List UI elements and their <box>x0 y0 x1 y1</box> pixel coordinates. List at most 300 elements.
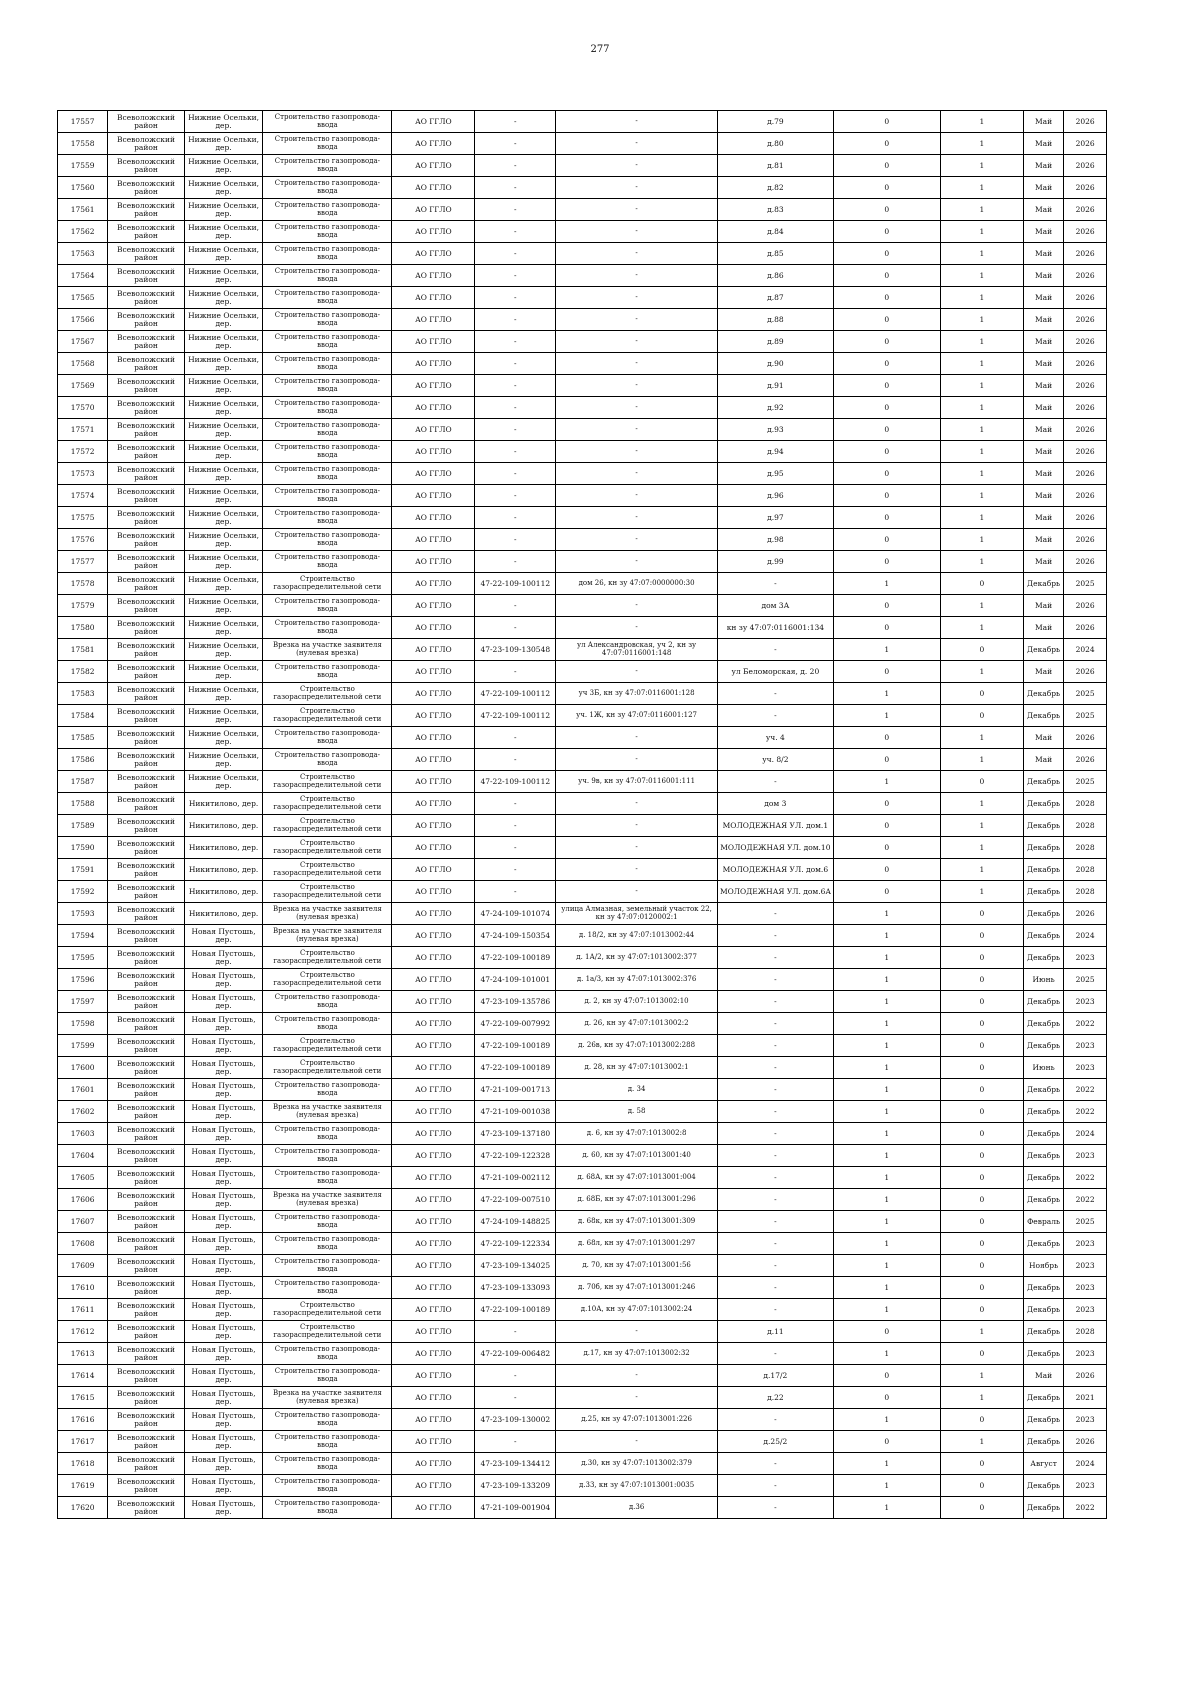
application-number-cell: - <box>475 881 556 903</box>
month-cell: Май <box>1023 375 1063 397</box>
count-b-cell: 0 <box>940 1255 1023 1277</box>
count-a-cell: 1 <box>833 705 940 727</box>
count-a-cell: 0 <box>833 397 940 419</box>
count-b-cell: 1 <box>940 375 1023 397</box>
organization-cell: АО ГГЛО <box>392 1365 475 1387</box>
count-a-cell: 0 <box>833 749 940 771</box>
application-number-cell: - <box>475 595 556 617</box>
house-address-cell: МОЛОДЕЖНАЯ УЛ. дом.10 <box>717 837 833 859</box>
count-a-cell: 1 <box>833 1101 940 1123</box>
settlement-cell: Новая Пустошь, дер. <box>184 1343 263 1365</box>
month-cell: Февраль <box>1023 1211 1063 1233</box>
work-type-cell: Строительство газопровода-ввода <box>263 529 392 551</box>
district-cell: Всеволожский район <box>108 815 184 837</box>
count-a-cell: 0 <box>833 111 940 133</box>
month-cell: Май <box>1023 661 1063 683</box>
organization-cell: АО ГГЛО <box>392 419 475 441</box>
district-cell: Всеволожский район <box>108 309 184 331</box>
year-cell: 2023 <box>1064 991 1107 1013</box>
district-cell: Всеволожский район <box>108 1365 184 1387</box>
application-number-cell: - <box>475 331 556 353</box>
district-cell: Всеволожский район <box>108 991 184 1013</box>
table-row <box>58 111 1107 133</box>
house-address-cell: - <box>717 771 833 793</box>
house-address-cell: - <box>717 1145 833 1167</box>
organization-cell: АО ГГЛО <box>392 1123 475 1145</box>
house-address-cell: д.25/2 <box>717 1431 833 1453</box>
table-row <box>58 287 1107 309</box>
settlement-cell: Нижние Осельки, дер. <box>184 155 263 177</box>
district-cell: Всеволожский район <box>108 111 184 133</box>
year-cell: 2023 <box>1064 1145 1107 1167</box>
settlement-cell: Новая Пустошь, дер. <box>184 1079 263 1101</box>
cadastral-address-cell: д. 68Б, кн зу 47:07:1013001:296 <box>556 1189 718 1211</box>
month-cell: Декабрь <box>1023 793 1063 815</box>
count-b-cell: 1 <box>940 155 1023 177</box>
row-number-cell: 17593 <box>58 903 108 925</box>
settlement-cell: Новая Пустошь, дер. <box>184 1299 263 1321</box>
application-number-cell: 47-21-109-002112 <box>475 1167 556 1189</box>
table-row <box>58 243 1107 265</box>
organization-cell: АО ГГЛО <box>392 1475 475 1497</box>
settlement-cell: Нижние Осельки, дер. <box>184 463 263 485</box>
district-cell: Всеволожский район <box>108 1343 184 1365</box>
work-type-cell: Строительство газопровода-ввода <box>263 1431 392 1453</box>
house-address-cell: - <box>717 1035 833 1057</box>
district-cell: Всеволожский район <box>108 617 184 639</box>
settlement-cell: Нижние Осельки, дер. <box>184 551 263 573</box>
work-type-cell: Строительство газопровода-ввода <box>263 1365 392 1387</box>
count-b-cell: 1 <box>940 1431 1023 1453</box>
settlement-cell: Нижние Осельки, дер. <box>184 177 263 199</box>
application-number-cell: 47-23-109-135786 <box>475 991 556 1013</box>
row-number-cell: 17562 <box>58 221 108 243</box>
application-number-cell: 47-23-109-130548 <box>475 639 556 661</box>
row-number-cell: 17560 <box>58 177 108 199</box>
table-row <box>58 177 1107 199</box>
count-b-cell: 1 <box>940 177 1023 199</box>
house-address-cell: МОЛОДЕЖНАЯ УЛ. дом.6А <box>717 881 833 903</box>
row-number-cell: 17619 <box>58 1475 108 1497</box>
year-cell: 2023 <box>1064 1255 1107 1277</box>
table-row <box>58 1167 1107 1189</box>
work-type-cell: Строительство газопровода-ввода <box>263 1145 392 1167</box>
month-cell: Май <box>1023 155 1063 177</box>
organization-cell: АО ГГЛО <box>392 727 475 749</box>
district-cell: Всеволожский район <box>108 155 184 177</box>
table-row <box>58 749 1107 771</box>
organization-cell: АО ГГЛО <box>392 771 475 793</box>
month-cell: Май <box>1023 441 1063 463</box>
organization-cell: АО ГГЛО <box>392 463 475 485</box>
table-row <box>58 1453 1107 1475</box>
year-cell: 2025 <box>1064 705 1107 727</box>
count-a-cell: 0 <box>833 529 940 551</box>
application-number-cell: - <box>475 265 556 287</box>
house-address-cell: д.91 <box>717 375 833 397</box>
cadastral-address-cell: д. 1А/2, кн зу 47:07:1013002:377 <box>556 947 718 969</box>
row-number-cell: 17610 <box>58 1277 108 1299</box>
district-cell: Всеволожский район <box>108 375 184 397</box>
month-cell: Ноябрь <box>1023 1255 1063 1277</box>
work-type-cell: Строительство газопровода-ввода <box>263 1079 392 1101</box>
row-number-cell: 17598 <box>58 1013 108 1035</box>
settlement-cell: Нижние Осельки, дер. <box>184 727 263 749</box>
district-cell: Всеволожский район <box>108 1145 184 1167</box>
year-cell: 2022 <box>1064 1167 1107 1189</box>
district-cell: Всеволожский район <box>108 661 184 683</box>
count-b-cell: 0 <box>940 1079 1023 1101</box>
application-number-cell: - <box>475 749 556 771</box>
year-cell: 2023 <box>1064 1299 1107 1321</box>
house-address-cell: д.89 <box>717 331 833 353</box>
house-address-cell: д.22 <box>717 1387 833 1409</box>
year-cell: 2026 <box>1064 287 1107 309</box>
gasification-registry-table <box>57 110 1107 1519</box>
month-cell: Декабрь <box>1023 1189 1063 1211</box>
house-address-cell: д.11 <box>717 1321 833 1343</box>
settlement-cell: Нижние Осельки, дер. <box>184 683 263 705</box>
count-a-cell: 0 <box>833 441 940 463</box>
table-row <box>58 309 1107 331</box>
count-b-cell: 1 <box>940 617 1023 639</box>
count-b-cell: 1 <box>940 397 1023 419</box>
year-cell: 2022 <box>1064 1079 1107 1101</box>
table-row <box>58 837 1107 859</box>
settlement-cell: Нижние Осельки, дер. <box>184 353 263 375</box>
work-type-cell: Врезка на участке заявителя (нулевая врезка) <box>263 1101 392 1123</box>
cadastral-address-cell: уч. 9в, кн зу 47:07:0116001:111 <box>556 771 718 793</box>
year-cell: 2025 <box>1064 771 1107 793</box>
row-number-cell: 17608 <box>58 1233 108 1255</box>
organization-cell: АО ГГЛО <box>392 1255 475 1277</box>
cadastral-address-cell: д. 6, кн зу 47:07:1013002:8 <box>556 1123 718 1145</box>
application-number-cell: 47-22-109-100112 <box>475 771 556 793</box>
month-cell: Май <box>1023 265 1063 287</box>
table-row <box>58 463 1107 485</box>
district-cell: Всеволожский район <box>108 1057 184 1079</box>
table-row <box>58 529 1107 551</box>
year-cell: 2024 <box>1064 1453 1107 1475</box>
district-cell: Всеволожский район <box>108 1123 184 1145</box>
house-address-cell: д.81 <box>717 155 833 177</box>
month-cell: Декабрь <box>1023 771 1063 793</box>
month-cell: Май <box>1023 507 1063 529</box>
settlement-cell: Никитилово, дер. <box>184 859 263 881</box>
count-a-cell: 1 <box>833 683 940 705</box>
settlement-cell: Новая Пустошь, дер. <box>184 1167 263 1189</box>
house-address-cell: уч. 4 <box>717 727 833 749</box>
house-address-cell: - <box>717 1233 833 1255</box>
settlement-cell: Никитилово, дер. <box>184 881 263 903</box>
house-address-cell: - <box>717 1409 833 1431</box>
month-cell: Декабрь <box>1023 859 1063 881</box>
table-row <box>58 1255 1107 1277</box>
row-number-cell: 17568 <box>58 353 108 375</box>
year-cell: 2026 <box>1064 265 1107 287</box>
organization-cell: АО ГГЛО <box>392 1409 475 1431</box>
house-address-cell: - <box>717 1013 833 1035</box>
table-row <box>58 133 1107 155</box>
application-number-cell: 47-21-109-001038 <box>475 1101 556 1123</box>
registry-body <box>58 111 1107 1519</box>
month-cell: Декабрь <box>1023 1387 1063 1409</box>
year-cell: 2023 <box>1064 947 1107 969</box>
work-type-cell: Строительство газопровода-ввода <box>263 287 392 309</box>
cadastral-address-cell: - <box>556 441 718 463</box>
house-address-cell: - <box>717 683 833 705</box>
organization-cell: АО ГГЛО <box>392 1035 475 1057</box>
settlement-cell: Новая Пустошь, дер. <box>184 1035 263 1057</box>
application-number-cell: 47-22-109-007992 <box>475 1013 556 1035</box>
work-type-cell: Строительство газораспределительной сети <box>263 1035 392 1057</box>
count-a-cell: 1 <box>833 1079 940 1101</box>
table-row <box>58 639 1107 661</box>
work-type-cell: Строительство газопровода-ввода <box>263 1233 392 1255</box>
house-address-cell: кн зу 47:07:0116001:134 <box>717 617 833 639</box>
settlement-cell: Нижние Осельки, дер. <box>184 485 263 507</box>
settlement-cell: Нижние Осельки, дер. <box>184 375 263 397</box>
organization-cell: АО ГГЛО <box>392 595 475 617</box>
year-cell: 2026 <box>1064 551 1107 573</box>
settlement-cell: Нижние Осельки, дер. <box>184 749 263 771</box>
count-a-cell: 0 <box>833 859 940 881</box>
table-row <box>58 507 1107 529</box>
settlement-cell: Новая Пустошь, дер. <box>184 991 263 1013</box>
settlement-cell: Новая Пустошь, дер. <box>184 1233 263 1255</box>
house-address-cell: - <box>717 639 833 661</box>
row-number-cell: 17563 <box>58 243 108 265</box>
district-cell: Всеволожский район <box>108 419 184 441</box>
table-row <box>58 1233 1107 1255</box>
organization-cell: АО ГГЛО <box>392 1387 475 1409</box>
count-b-cell: 1 <box>940 859 1023 881</box>
organization-cell: АО ГГЛО <box>392 881 475 903</box>
month-cell: Май <box>1023 551 1063 573</box>
organization-cell: АО ГГЛО <box>392 617 475 639</box>
count-b-cell: 0 <box>940 573 1023 595</box>
cadastral-address-cell: д. 68л, кн зу 47:07:1013001:297 <box>556 1233 718 1255</box>
table-row <box>58 881 1107 903</box>
application-number-cell: 47-21-109-001904 <box>475 1497 556 1519</box>
count-b-cell: 0 <box>940 1497 1023 1519</box>
organization-cell: АО ГГЛО <box>392 1321 475 1343</box>
work-type-cell: Строительство газопровода-ввода <box>263 551 392 573</box>
application-number-cell: - <box>475 419 556 441</box>
cadastral-address-cell: д. 60, кн зу 47:07:1013001:40 <box>556 1145 718 1167</box>
house-address-cell: - <box>717 1277 833 1299</box>
month-cell: Декабрь <box>1023 925 1063 947</box>
row-number-cell: 17589 <box>58 815 108 837</box>
application-number-cell: 47-23-109-134025 <box>475 1255 556 1277</box>
house-address-cell: - <box>717 1255 833 1277</box>
table-row <box>58 1387 1107 1409</box>
year-cell: 2028 <box>1064 859 1107 881</box>
row-number-cell: 17570 <box>58 397 108 419</box>
cadastral-address-cell: д.10А, кн зу 47:07:1013002:24 <box>556 1299 718 1321</box>
count-b-cell: 1 <box>940 265 1023 287</box>
year-cell: 2023 <box>1064 1277 1107 1299</box>
year-cell: 2026 <box>1064 177 1107 199</box>
settlement-cell: Новая Пустошь, дер. <box>184 1189 263 1211</box>
district-cell: Всеволожский район <box>108 177 184 199</box>
organization-cell: АО ГГЛО <box>392 1277 475 1299</box>
row-number-cell: 17609 <box>58 1255 108 1277</box>
cadastral-address-cell: д. 28, кн зу 47:07:1013002:1 <box>556 1057 718 1079</box>
table-row <box>58 1475 1107 1497</box>
district-cell: Всеволожский район <box>108 287 184 309</box>
count-b-cell: 0 <box>940 1035 1023 1057</box>
district-cell: Всеволожский район <box>108 1211 184 1233</box>
count-a-cell: 1 <box>833 1035 940 1057</box>
settlement-cell: Новая Пустошь, дер. <box>184 1145 263 1167</box>
row-number-cell: 17572 <box>58 441 108 463</box>
table-row <box>58 353 1107 375</box>
cadastral-address-cell: д.25, кн зу 47:07:1013001:226 <box>556 1409 718 1431</box>
table-row <box>58 1277 1107 1299</box>
cadastral-address-cell: д. 1а/3, кн зу 47:07:1013002:376 <box>556 969 718 991</box>
year-cell: 2026 <box>1064 595 1107 617</box>
year-cell: 2025 <box>1064 683 1107 705</box>
table-row <box>58 683 1107 705</box>
count-b-cell: 0 <box>940 991 1023 1013</box>
work-type-cell: Строительство газопровода-ввода <box>263 133 392 155</box>
cadastral-address-cell: д. 2, кн зу 47:07:1013002:10 <box>556 991 718 1013</box>
row-number-cell: 17587 <box>58 771 108 793</box>
application-number-cell: - <box>475 617 556 639</box>
settlement-cell: Нижние Осельки, дер. <box>184 661 263 683</box>
row-number-cell: 17561 <box>58 199 108 221</box>
settlement-cell: Новая Пустошь, дер. <box>184 1013 263 1035</box>
count-a-cell: 1 <box>833 639 940 661</box>
count-a-cell: 0 <box>833 221 940 243</box>
year-cell: 2024 <box>1064 639 1107 661</box>
cadastral-address-cell: д. 70б, кн зу 47:07:1013001:246 <box>556 1277 718 1299</box>
settlement-cell: Нижние Осельки, дер. <box>184 771 263 793</box>
cadastral-address-cell: - <box>556 133 718 155</box>
row-number-cell: 17612 <box>58 1321 108 1343</box>
district-cell: Всеволожский район <box>108 881 184 903</box>
cadastral-address-cell: - <box>556 595 718 617</box>
month-cell: Декабрь <box>1023 1123 1063 1145</box>
table-row <box>58 595 1107 617</box>
application-number-cell: 47-22-109-100189 <box>475 1035 556 1057</box>
count-b-cell: 0 <box>940 683 1023 705</box>
year-cell: 2021 <box>1064 1387 1107 1409</box>
application-number-cell: - <box>475 133 556 155</box>
year-cell: 2023 <box>1064 1475 1107 1497</box>
year-cell: 2028 <box>1064 793 1107 815</box>
table-row <box>58 925 1107 947</box>
count-b-cell: 0 <box>940 1013 1023 1035</box>
table-row <box>58 1343 1107 1365</box>
district-cell: Всеволожский район <box>108 133 184 155</box>
organization-cell: АО ГГЛО <box>392 903 475 925</box>
month-cell: Декабрь <box>1023 1299 1063 1321</box>
year-cell: 2022 <box>1064 1497 1107 1519</box>
year-cell: 2022 <box>1064 1189 1107 1211</box>
organization-cell: АО ГГЛО <box>392 925 475 947</box>
year-cell: 2026 <box>1064 463 1107 485</box>
row-number-cell: 17603 <box>58 1123 108 1145</box>
application-number-cell: - <box>475 507 556 529</box>
work-type-cell: Строительство газопровода-ввода <box>263 199 392 221</box>
cadastral-address-cell: д. 58 <box>556 1101 718 1123</box>
table-row <box>58 771 1107 793</box>
table-row <box>58 1431 1107 1453</box>
district-cell: Всеволожский район <box>108 573 184 595</box>
count-b-cell: 1 <box>940 1365 1023 1387</box>
cadastral-address-cell: - <box>556 793 718 815</box>
month-cell: Май <box>1023 595 1063 617</box>
settlement-cell: Никитилово, дер. <box>184 903 263 925</box>
house-address-cell: дом 3 <box>717 793 833 815</box>
settlement-cell: Нижние Осельки, дер. <box>184 529 263 551</box>
cadastral-address-cell: - <box>556 375 718 397</box>
year-cell: 2022 <box>1064 1101 1107 1123</box>
house-address-cell: - <box>717 1453 833 1475</box>
cadastral-address-cell: - <box>556 1321 718 1343</box>
count-a-cell: 1 <box>833 1167 940 1189</box>
settlement-cell: Новая Пустошь, дер. <box>184 1057 263 1079</box>
house-address-cell: д.99 <box>717 551 833 573</box>
district-cell: Всеволожский район <box>108 353 184 375</box>
application-number-cell: 47-23-109-137180 <box>475 1123 556 1145</box>
house-address-cell: - <box>717 1189 833 1211</box>
year-cell: 2026 <box>1064 903 1107 925</box>
cadastral-address-cell: - <box>556 551 718 573</box>
count-a-cell: 1 <box>833 969 940 991</box>
house-address-cell: ул Беломорская, д. 20 <box>717 661 833 683</box>
house-address-cell: - <box>717 1167 833 1189</box>
work-type-cell: Строительство газораспределительной сети <box>263 793 392 815</box>
application-number-cell: - <box>475 463 556 485</box>
month-cell: Май <box>1023 463 1063 485</box>
table-row <box>58 1497 1107 1519</box>
work-type-cell: Строительство газопровода-ввода <box>263 1013 392 1035</box>
house-address-cell: - <box>717 1343 833 1365</box>
district-cell: Всеволожский район <box>108 551 184 573</box>
month-cell: Май <box>1023 111 1063 133</box>
work-type-cell: Строительство газопровода-ввода <box>263 221 392 243</box>
row-number-cell: 17558 <box>58 133 108 155</box>
table-row <box>58 1145 1107 1167</box>
work-type-cell: Строительство газопровода-ввода <box>263 353 392 375</box>
settlement-cell: Нижние Осельки, дер. <box>184 639 263 661</box>
count-a-cell: 1 <box>833 1233 940 1255</box>
count-b-cell: 1 <box>940 661 1023 683</box>
year-cell: 2026 <box>1064 111 1107 133</box>
count-b-cell: 0 <box>940 1189 1023 1211</box>
district-cell: Всеволожский район <box>108 1277 184 1299</box>
work-type-cell: Строительство газопровода-ввода <box>263 595 392 617</box>
month-cell: Май <box>1023 177 1063 199</box>
cadastral-address-cell: д.17, кн зу 47:07:1013002:32 <box>556 1343 718 1365</box>
settlement-cell: Новая Пустошь, дер. <box>184 1101 263 1123</box>
table-row <box>58 1299 1107 1321</box>
settlement-cell: Новая Пустошь, дер. <box>184 969 263 991</box>
cadastral-address-cell: д. 26в, кн зу 47:07:1013002:288 <box>556 1035 718 1057</box>
row-number-cell: 17585 <box>58 727 108 749</box>
application-number-cell: 47-23-109-133209 <box>475 1475 556 1497</box>
house-address-cell: - <box>717 1101 833 1123</box>
district-cell: Всеволожский район <box>108 1453 184 1475</box>
settlement-cell: Новая Пустошь, дер. <box>184 1123 263 1145</box>
district-cell: Всеволожский район <box>108 397 184 419</box>
settlement-cell: Новая Пустошь, дер. <box>184 1211 263 1233</box>
count-b-cell: 1 <box>940 133 1023 155</box>
house-address-cell: - <box>717 1475 833 1497</box>
